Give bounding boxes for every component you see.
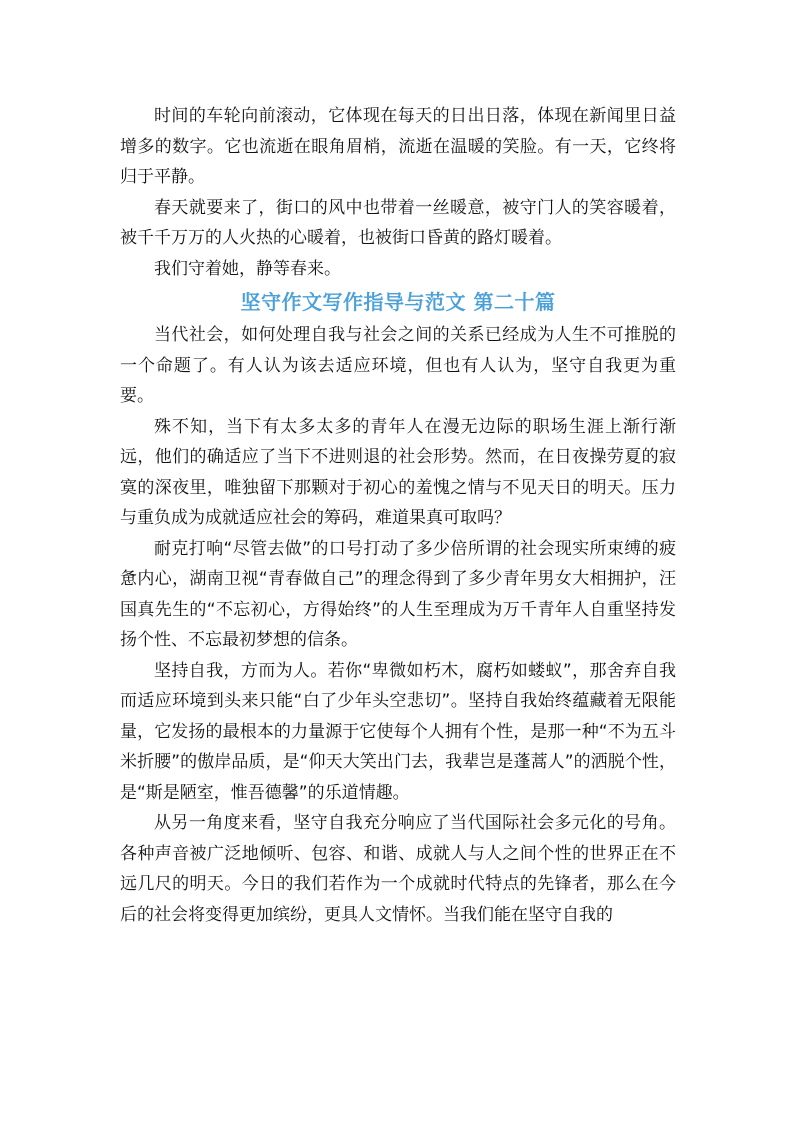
section-heading: 坚守作文写作指导与范文 第二十篇 (240, 290, 556, 314)
body-paragraph: 从另一角度来看，坚守自我充分响应了当代国际社会多元化的号角。各种声音被广泛地倾听、包容、和谐、成就人与人之间个性的世界正在不远几尺的明天。今日的我们若作为一个成就时代特点的先锋者，那么在今后的社会将变得更加缤纷，更具人文情怀。当我们能在坚守自我的 (120, 813, 676, 925)
body-paragraph: 当代社会，如何处理自我与社会之间的关系已经成为人生不可推脱的一个命题了。有人认为该去适应环境，但也有人认为，坚守自我更为重要。 (120, 325, 676, 406)
body-paragraph: 时间的车轮向前滚动，它体现在每天的日出日落，体现在新闻里日益增多的数字。它也流逝在眼角眉梢，流逝在温暖的笑脸。有一天，它终将归于平静。 (120, 106, 676, 187)
body-paragraph: 春天就要来了，街口的风中也带着一丝暖意，被守门人的笑容暖着，被千千万万的人火热的心暖着，也被街口昏黄的路灯暖着。 (120, 197, 676, 248)
body-paragraph: 耐克打响“尽管去做”的口号打动了多少倍所谓的社会现实所束缚的疲惫内心，湖南卫视“青春做自己”的理念得到了多少青年男女大相拥护，汪国真先生的“不忘初心，方得始终”的人生至理成为万千青年人自重坚持发扬个性、不忘最初梦想的信条。 (120, 538, 676, 650)
body-paragraph: 殊不知，当下有太多太多的青年人在漫无边际的职场生涯上渐行渐远，他们的确适应了当下不进则退的社会形势。然而，在日夜操劳夏的寂寞的深夜里，唯独留下那颗对于初心的羞愧之情与不见天日的明天。压力与重负成为成就适应社会的筹码，难道果真可取吗？ (120, 416, 676, 528)
body-paragraph: 坚持自我，方而为人。若你“卑微如朽木，腐朽如蝼蚁”，那舍弃自我而适应环境到头来只能“白了少年头空悲切”。坚持自我始终蕴藏着无限能量，它发扬的最根本的力量源于它使每个人拥有个性，是那一种“不为五斗米折腰”的傲岸品质，是“仰天大笑出门去，我辈岂是蓬蒿人”的洒脱个性，是“斯是陋室，惟吾德馨”的乐道情趣。 (120, 660, 676, 803)
document-body (120, 101, 676, 930)
body-paragraph: 我们守着她，静等春来。 (154, 258, 341, 279)
